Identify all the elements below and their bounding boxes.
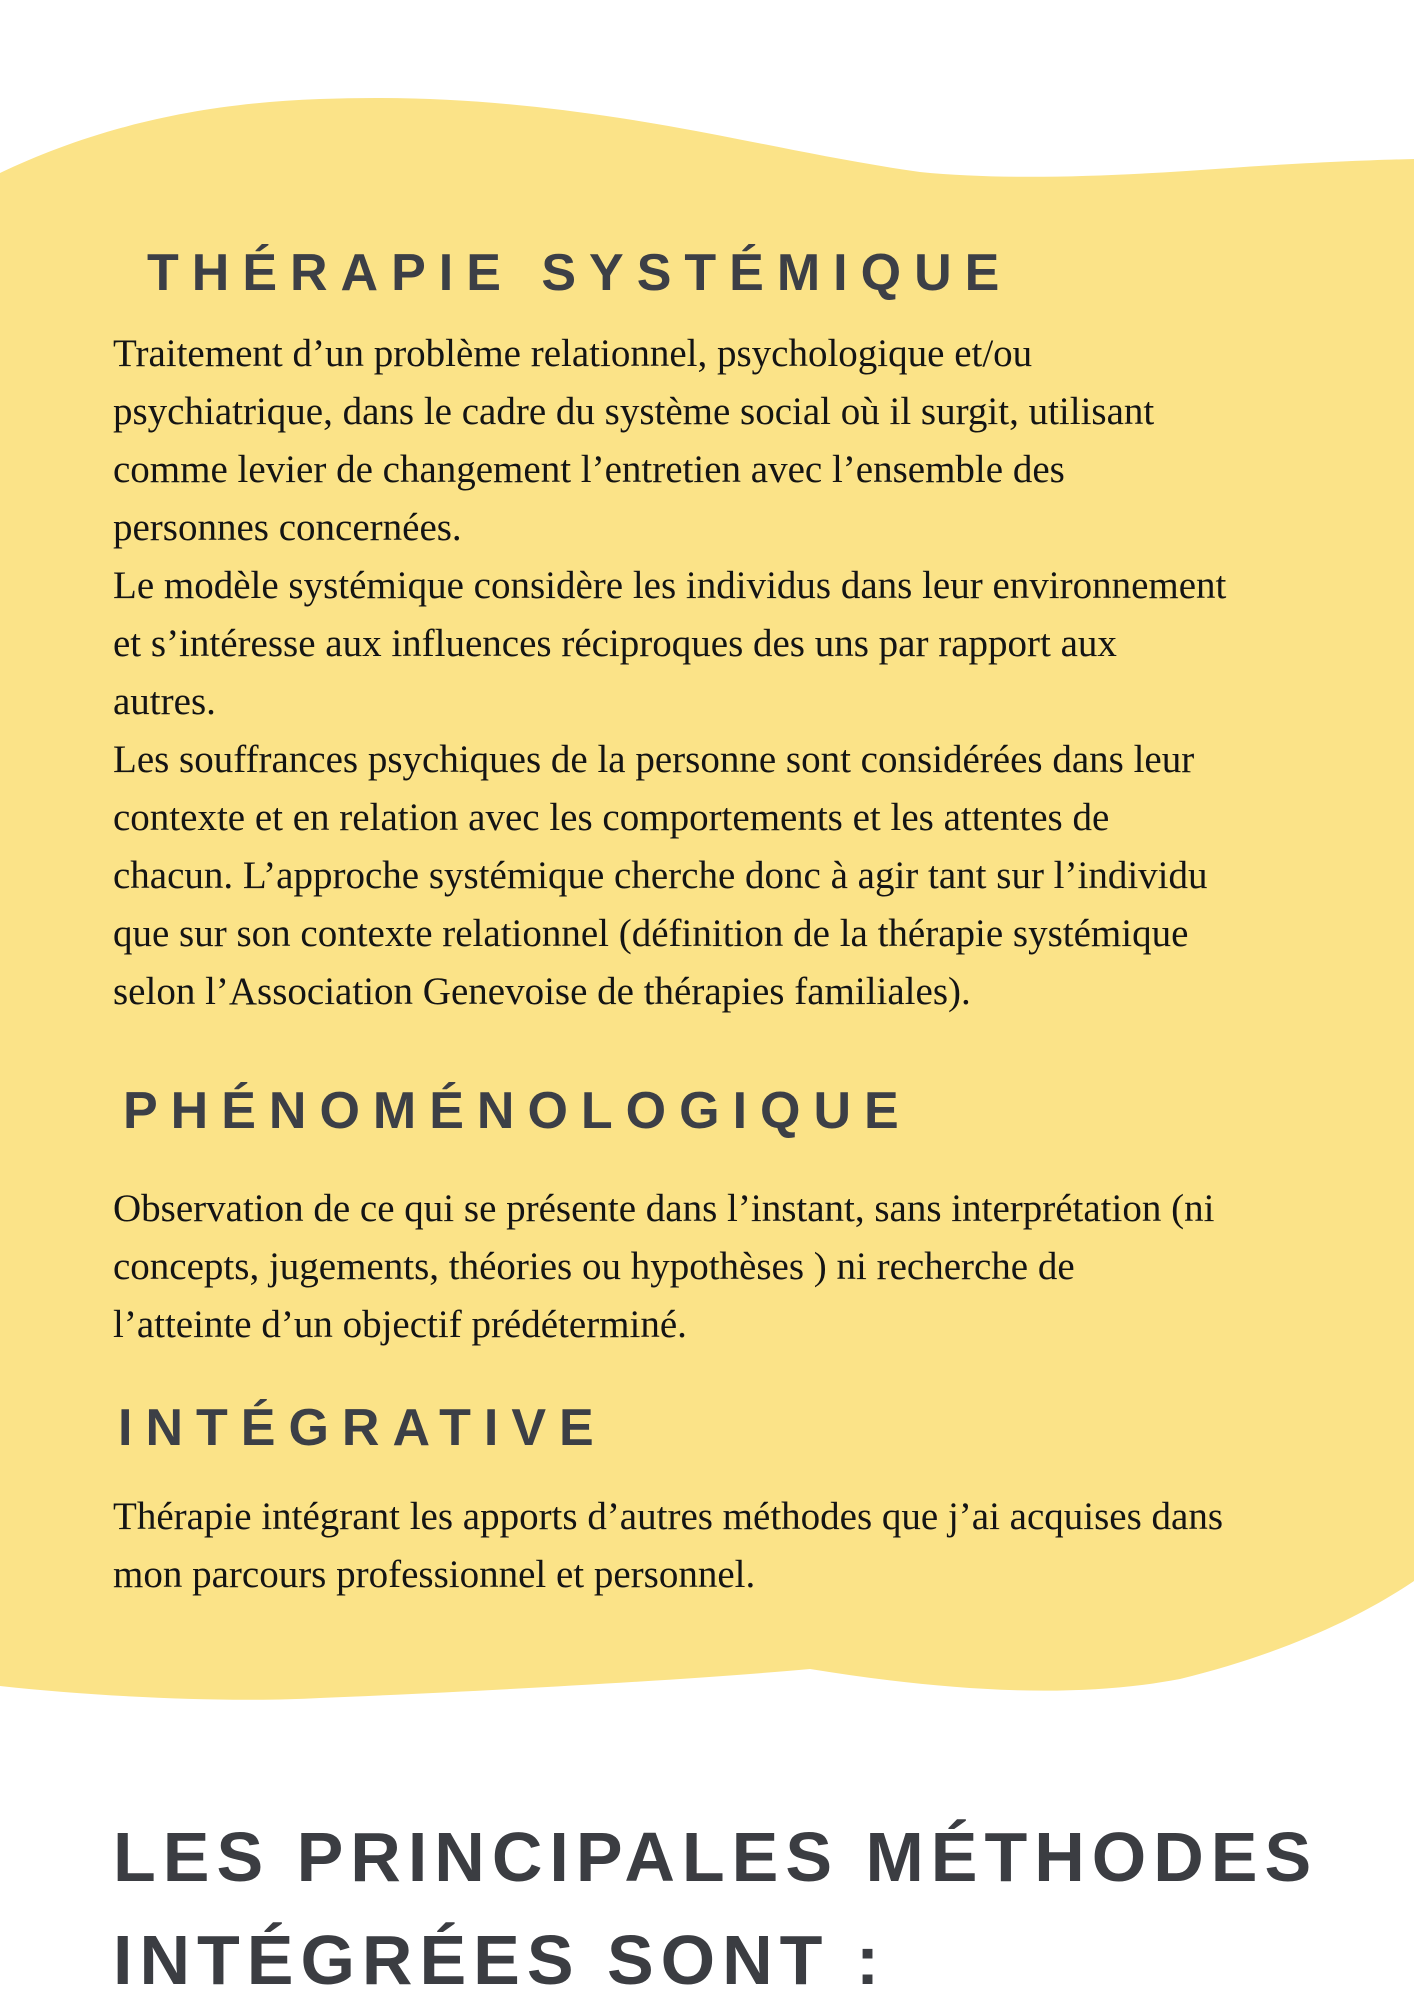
footer-heading (113, 1806, 1318, 2012)
body-text-line: Traitement d’un problème relationnel, psychologique et/ou (113, 332, 1033, 375)
section-heading-therapie-systemique: THÉRAPIE SYSTÉMIQUE (147, 244, 1013, 302)
section-heading-integrative: INTÉGRATIVE (118, 1399, 607, 1457)
body-text-line: Le modèle systémique considère les individus dans leur environnement (113, 564, 1227, 607)
section-body-integrative (113, 1488, 1223, 1604)
body-text-line: selon l’Association Genevoise de thérapies familiales). (113, 970, 971, 1013)
section-body-phenomenologique (113, 1180, 1214, 1354)
section-heading-phenomenologique: PHÉNOMÉNOLOGIQUE (123, 1082, 912, 1140)
body-text-line: contexte et en relation avec les comportements et les attentes de (113, 796, 1110, 839)
body-text-line: personnes concernées. (113, 506, 462, 549)
body-text-line: que sur son contexte relationnel (définition de la thérapie systémique (113, 912, 1189, 955)
footer-heading-line: LES PRINCIPALES MÉTHODES (113, 1818, 1319, 1896)
body-text-line: psychiatrique, dans le cadre du système social où il surgit, utilisant (113, 390, 1155, 433)
body-text-line: et s’intéresse aux influences réciproques des uns par rapport aux (113, 622, 1117, 665)
body-text-line: chacun. L’approche systémique cherche donc à agir tant sur l’individu (113, 854, 1208, 897)
body-text-line: Thérapie intégrant les apports d’autres méthodes que j’ai acquises dans (113, 1495, 1224, 1538)
section-body-therapie-systemique (113, 325, 1226, 1021)
body-text-line: autres. (113, 680, 216, 723)
body-text-line: mon parcours professionnel et personnel. (113, 1553, 756, 1596)
footer-heading-line: INTÉGRÉES SONT : (113, 1921, 887, 1999)
body-text-line: l’atteinte d’un objectif prédéterminé. (113, 1303, 687, 1346)
body-text-line: Observation de ce qui se présente dans l’instant, sans interprétation (ni (113, 1187, 1215, 1230)
body-text-line: comme levier de changement l’entretien avec l’ensemble des (113, 448, 1065, 491)
body-text-line: concepts, jugements, théories ou hypothèses ) ni recherche de (113, 1245, 1075, 1288)
body-text-line: Les souffrances psychiques de la personne sont considérées dans leur (113, 738, 1195, 781)
